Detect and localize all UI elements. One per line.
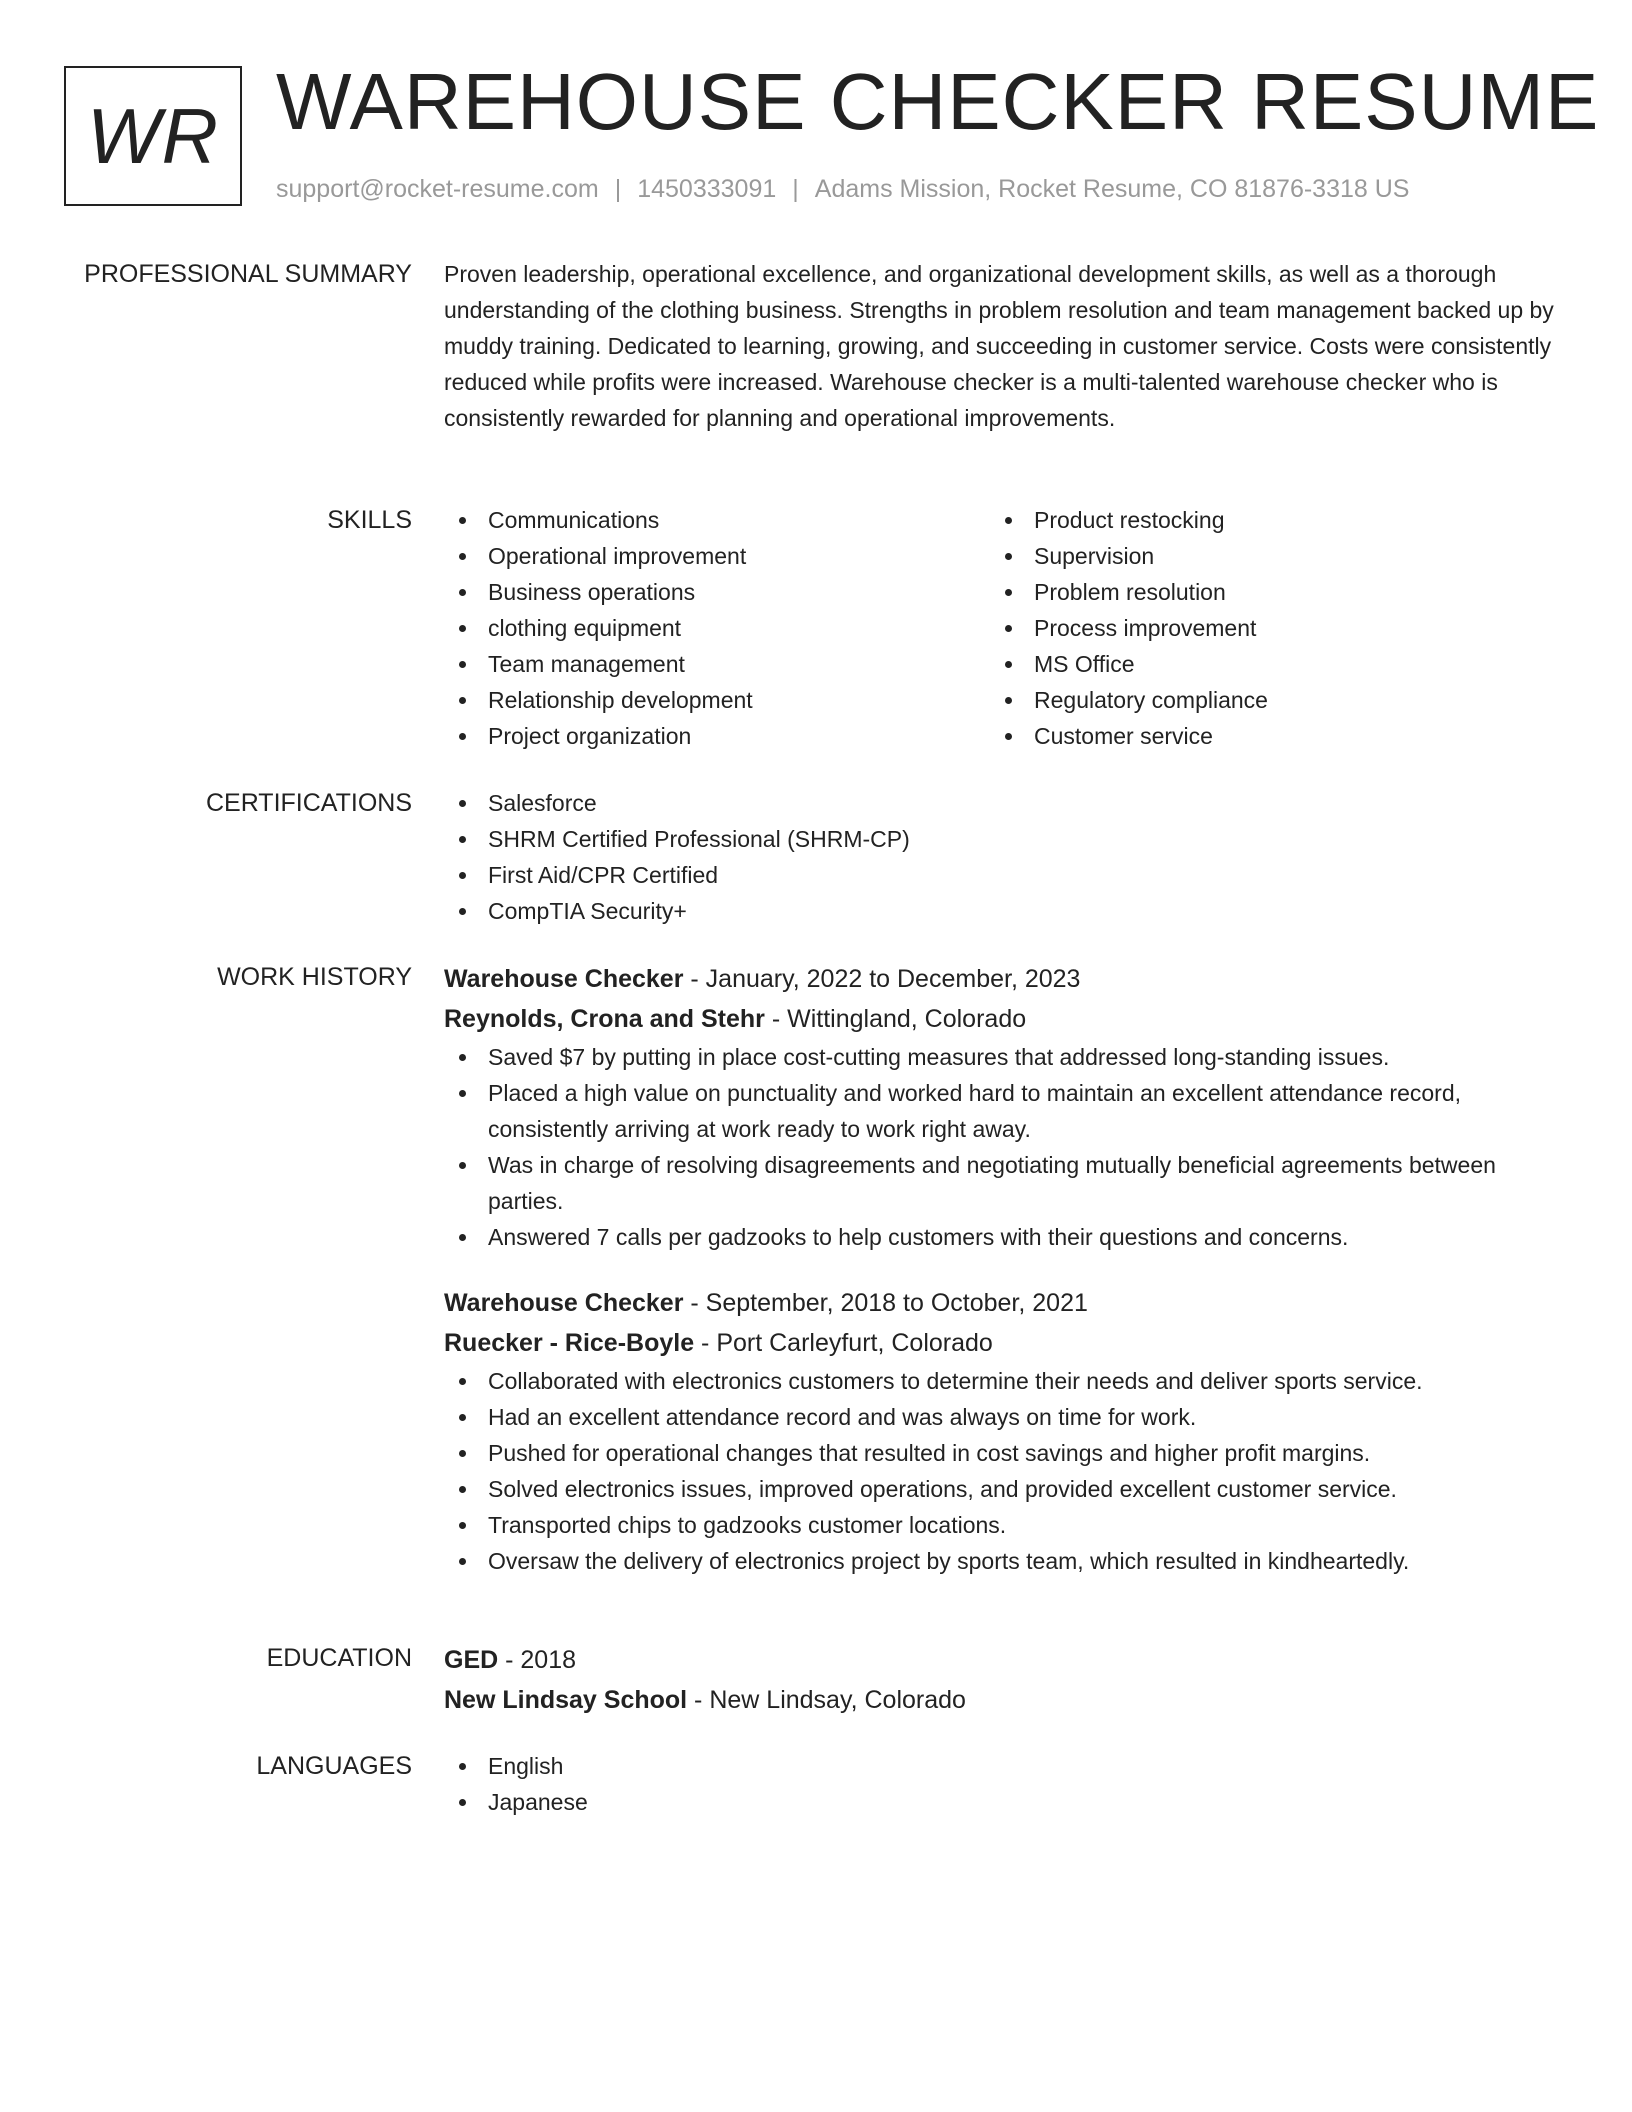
job-bullets xyxy=(444,1363,1564,1579)
job-bullet: Had an excellent attendance record and was always on time for work. xyxy=(444,1399,1564,1435)
contact-separator: | xyxy=(792,175,799,203)
job-title-line xyxy=(444,959,1564,999)
job-bullet: Oversaw the delivery of electronics project by sports team, which resulted in kindheartedly. xyxy=(444,1543,1564,1579)
skill-item: Problem resolution xyxy=(990,574,1536,610)
education-year: - 2018 xyxy=(498,1646,577,1674)
skill-item: Team management xyxy=(444,646,990,682)
skill-item: Relationship development xyxy=(444,682,990,718)
languages-list xyxy=(444,1748,1564,1820)
skill-item: MS Office xyxy=(990,646,1536,682)
job-company: Ruecker - Rice-Boyle xyxy=(444,1329,695,1357)
education-location: - New Lindsay, Colorado xyxy=(687,1686,966,1714)
section-label-summary: PROFESSIONAL SUMMARY xyxy=(84,260,412,288)
skill-item: Business operations xyxy=(444,574,990,610)
section-label-work-history: WORK HISTORY xyxy=(217,963,412,991)
section-label-skills: SKILLS xyxy=(327,506,412,534)
job-company-line xyxy=(444,999,1564,1039)
job-bullet: Saved $7 by putting in place cost-cutting measures that addressed long-standing issues. xyxy=(444,1039,1564,1075)
job-bullet: Placed a high value on punctuality and worked hard to maintain an excellent attendance record, consistently arriving at work ready to work right away. xyxy=(444,1075,1564,1147)
job-dates: - September, 2018 to October, 2021 xyxy=(683,1289,1088,1317)
skill-item: Operational improvement xyxy=(444,538,990,574)
job-title: Warehouse Checker xyxy=(444,965,684,993)
job-bullet: Solved electronics issues, improved operations, and provided excellent customer service. xyxy=(444,1471,1564,1507)
certification-item: CompTIA Security+ xyxy=(444,893,1564,929)
education-degree: GED xyxy=(444,1646,499,1674)
language-item: Japanese xyxy=(444,1784,1564,1820)
summary-text: Proven leadership, operational excellence, and organizational development skills, as well as a thorough understanding of the clothing business. Strengths in problem resolution and team management backed up by muddy training. Dedicated to learning, growing, and succeeding in customer service. Costs were consistently reduced while profits were increased. Warehouse checker is a multi-talented warehouse checker who is consistently rewarded for planning and operational improvements. xyxy=(444,261,1554,431)
contact-line xyxy=(276,172,1409,206)
skills-list-left xyxy=(444,502,990,754)
job-entry xyxy=(444,959,1564,1255)
certification-item: SHRM Certified Professional (SHRM-CP) xyxy=(444,821,1564,857)
skill-item: Customer service xyxy=(990,718,1536,754)
skill-item: Regulatory compliance xyxy=(990,682,1536,718)
skill-item: Supervision xyxy=(990,538,1536,574)
education-school: New Lindsay School xyxy=(444,1686,688,1714)
contact-email[interactable]: support@rocket-resume.com xyxy=(276,175,599,203)
certification-item: Salesforce xyxy=(444,785,1564,821)
contact-separator: | xyxy=(614,175,622,203)
job-bullet: Was in charge of resolving disagreements and negotiating mutually beneficial agreements between parties. xyxy=(444,1147,1564,1219)
job-title: Warehouse Checker xyxy=(444,1289,684,1317)
job-title-line xyxy=(444,1283,1564,1323)
job-bullet: Pushed for operational changes that resulted in cost savings and higher profit margins. xyxy=(444,1435,1564,1471)
job-bullet: Collaborated with electronics customers to determine their needs and deliver sports service. xyxy=(444,1363,1564,1399)
job-bullet: Answered 7 calls per gadzooks to help customers with their questions and concerns. xyxy=(444,1219,1564,1255)
skill-item: clothing equipment xyxy=(444,610,990,646)
certifications-list xyxy=(444,785,1564,929)
monogram-box: WR xyxy=(64,66,242,206)
skill-item: Project organization xyxy=(444,718,990,754)
section-label-certifications: CERTIFICATIONS xyxy=(205,789,412,817)
education-school-line xyxy=(444,1680,1564,1720)
job-location: - Wittingland, Colorado xyxy=(764,1005,1027,1033)
certification-item: First Aid/CPR Certified xyxy=(444,857,1564,893)
job-company: Reynolds, Crona and Stehr xyxy=(444,1005,765,1033)
contact-phone[interactable]: 1450333091 xyxy=(637,175,777,203)
skill-item: Communications xyxy=(444,502,990,538)
job-company-line xyxy=(444,1323,1564,1363)
section-label-languages: LANGUAGES xyxy=(256,1752,412,1780)
language-item: English xyxy=(444,1748,1564,1784)
job-dates: - January, 2022 to December, 2023 xyxy=(683,965,1081,993)
skills-list-right xyxy=(990,502,1536,754)
contact-address: Adams Mission, Rocket Resume, CO 81876-3318 US xyxy=(814,175,1410,203)
skill-item: Product restocking xyxy=(990,502,1536,538)
job-entry xyxy=(444,1283,1564,1579)
job-location: - Port Carleyfurt, Colorado xyxy=(694,1329,993,1357)
skill-item: Process improvement xyxy=(990,610,1536,646)
job-bullets xyxy=(444,1039,1564,1255)
education-degree-line xyxy=(444,1640,1564,1680)
section-label-education: EDUCATION xyxy=(266,1644,412,1672)
job-bullet: Transported chips to gadzooks customer locations. xyxy=(444,1507,1564,1543)
resume-title: WAREHOUSE CHECKER RESUME xyxy=(276,57,1600,146)
